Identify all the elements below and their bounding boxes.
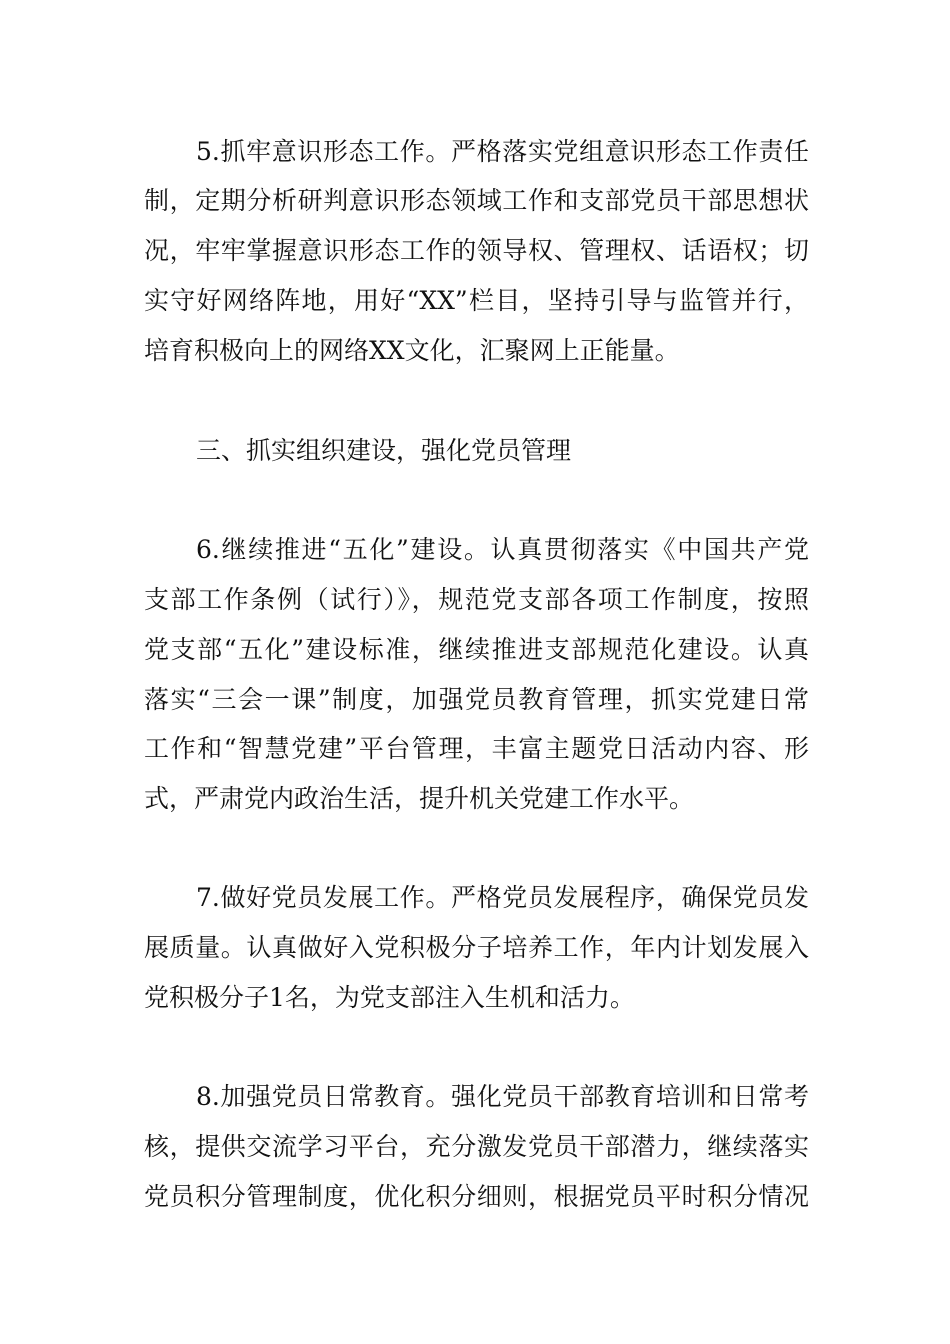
paragraph-6-line-6: 式，严肃党内政治生活，提升机关党建工作水平。: [144, 784, 695, 813]
paragraph-8-line-2: 核，提供交流学习平台，充分激发党员干部潜力，继续落实: [144, 1132, 809, 1161]
paragraph-5-line-2: 制，定期分析研判意识形态领域工作和支部党员干部思想状: [144, 186, 809, 215]
paragraph-8-line-3: 党员积分管理制度，优化积分细则，根据党员平时积分情况: [144, 1182, 809, 1211]
paragraph-7-line-1: 7.做好党员发展工作。严格党员发展程序，确保党员发: [196, 883, 809, 912]
paragraph-5-line-3: 况，牢牢掌握意识形态工作的领导权、管理权、话语权；切: [144, 236, 809, 265]
paragraph-7-line-2: 展质量。认真做好入党积极分子培养工作，年内计划发展入: [144, 933, 809, 962]
paragraph-6-line-1: 6.继续推进“五化”建设。认真贯彻落实《中国共产党: [196, 535, 809, 564]
paragraph-8-line-1: 8.加强党员日常教育。强化党员干部教育培训和日常考: [196, 1082, 809, 1111]
paragraph-5-line-1: 5.抓牢意识形态工作。严格落实党组意识形态工作责任: [196, 137, 809, 166]
paragraph-6-line-3: 党支部“五化”建设标准，继续推进支部规范化建设。认真: [144, 635, 809, 664]
paragraph-6-line-4: 落实“三会一课”制度，加强党员教育管理，抓实党建日常: [144, 685, 809, 714]
paragraph-5-line-5: 培育积极向上的网络XX文化，汇聚网上正能量。: [144, 336, 680, 365]
paragraph-5-line-4: 实守好网络阵地，用好“XX”栏目，坚持引导与监管并行，: [144, 286, 809, 315]
paragraph-6-line-2: 支部工作条例（试行）》，规范党支部各项工作制度，按照: [144, 585, 809, 614]
paragraph-7-line-3: 党积极分子1名，为党支部注入生机和活力。: [144, 983, 635, 1012]
section-three-heading: 三、抓实组织建设，强化党员管理: [196, 436, 572, 465]
paragraph-6-line-5: 工作和“智慧党建”平台管理，丰富主题党日活动内容、形: [144, 734, 809, 763]
